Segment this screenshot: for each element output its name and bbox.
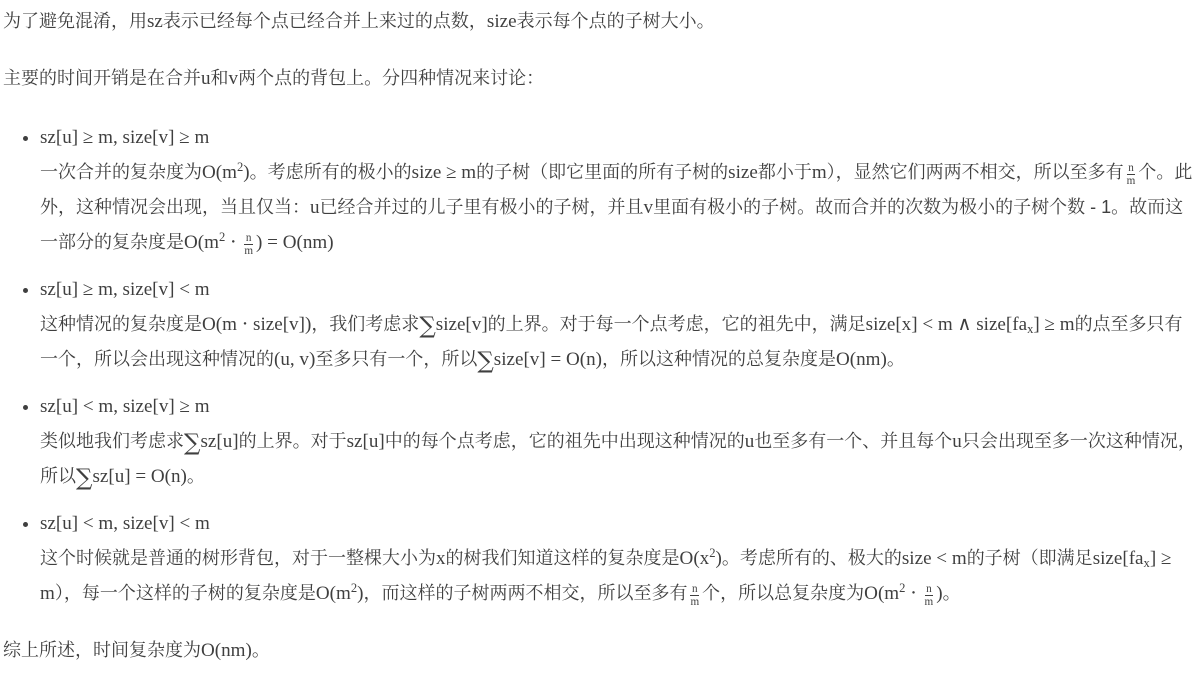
math-run: O(m ⋅ size[v]) (202, 314, 312, 335)
math-run: x (436, 548, 446, 569)
math-run: u (310, 197, 320, 218)
math-run: size (486, 11, 517, 32)
math-run: sz[u] ≥ m, size[v] < m (40, 279, 210, 300)
fraction-denominator: m (1126, 175, 1136, 188)
text-run: 表示已经每个点已经合并上来过的点数， (162, 11, 487, 31)
math-superscript: 2 (709, 546, 716, 561)
math-superscript: 2 (899, 581, 906, 596)
math-run: ) (357, 583, 364, 604)
math-run: ] ≥ m (40, 548, 1172, 604)
math-run: v (228, 68, 239, 89)
case-2-condition (40, 272, 1199, 307)
text-run: 的树我们知道这样的复杂度是 (445, 548, 680, 568)
math-run: sz[u] = O(n) (92, 466, 187, 487)
case-1-analysis (40, 155, 1199, 260)
math-run: sz[u] < m, size[v] ≥ m (40, 396, 210, 417)
text-run: 个，所以总复杂度为 (702, 583, 865, 603)
sum-symbol: ∑ (419, 312, 436, 339)
math-run: ) (936, 583, 943, 604)
math-run: O(m (184, 232, 219, 253)
text-run: 表示每个点的子树大小。 (516, 11, 715, 31)
text-run: 至多只有一个，所以 (315, 349, 478, 369)
sum-symbol: ∑ (76, 464, 93, 491)
text-run: 。 (186, 466, 205, 486)
math-run: u (952, 431, 962, 452)
math-superscript: 2 (218, 230, 226, 245)
text-run: 综上所述，时间复杂度为 (3, 640, 201, 660)
math-run: u (201, 68, 211, 89)
text-run: ），显然它们两两不相交，所以至多有 (826, 162, 1124, 182)
text-run: 和 (210, 68, 229, 88)
math-fraction (1124, 162, 1139, 187)
case-3-condition (40, 389, 1199, 424)
text-run: 。 (886, 349, 905, 369)
math-run: size ≥ m (411, 162, 477, 183)
text-run: 。 (942, 583, 961, 603)
sum-symbol: ∑ (184, 429, 201, 456)
case-3-analysis (40, 424, 1199, 494)
math-run: ⋅ (905, 583, 922, 604)
text-run: 都小于 (757, 162, 812, 182)
text-run: 中的每个点考虑，它的祖先中出现这种情况的 (384, 431, 745, 451)
math-run: ) = O(nm) (256, 232, 334, 253)
math-run: sz[u] ≥ m, size[v] ≥ m (40, 127, 210, 148)
text-run: 也至多有一个、并且每个 (754, 431, 953, 451)
paragraph-intro (3, 6, 1199, 37)
math-run: sz (147, 11, 163, 32)
text-run: 的子树（即它里面的所有子树的 (476, 162, 729, 182)
math-run: O(nm) (836, 349, 887, 370)
math-run: size < m (901, 548, 967, 569)
sum-symbol: ∑ (477, 347, 494, 374)
text-run: 的上界。对于每一个点考虑，它的祖先中，满足 (487, 314, 866, 334)
math-run: size[v] = O(n) (493, 349, 603, 370)
text-run: ，而这样的子树两两不相交，所以至多有 (363, 583, 688, 603)
math-fraction (241, 232, 256, 257)
paragraph-conclusion (3, 635, 1199, 666)
text-run: 的上界。对于 (238, 431, 347, 451)
text-run: 为了避免混淆，用 (3, 11, 147, 31)
text-run: 主要的时间开销是在合并 (3, 68, 201, 88)
math-run: sz[u] (200, 431, 239, 452)
math-fraction (687, 583, 702, 608)
math-run: ) (243, 162, 250, 183)
case-item-1 (40, 120, 1199, 260)
text-run: ），每一个这样的子树的复杂度是 (54, 583, 316, 603)
text-run: 的点至多只有一个，所以会出现这种情况的 (40, 314, 1183, 369)
text-run: 两个点的背包上。分四种情况来讨论： (238, 68, 545, 88)
fraction-denominator: m (924, 596, 934, 609)
fraction-numerator: n (245, 232, 252, 245)
math-run: size[fa (1092, 548, 1144, 569)
math-run: O(m (202, 162, 237, 183)
text-run: 类似地我们考虑求 (40, 431, 184, 451)
math-run: (u, v) (274, 349, 316, 370)
text-run: 。 (251, 640, 270, 660)
case-item-2 (40, 272, 1199, 377)
math-run: size[v] (435, 314, 488, 335)
math-subscript: x (1027, 322, 1034, 337)
math-run: ] ≥ m (1033, 314, 1075, 335)
text-run: 已经合并过的儿子里有极小的子树，并且 (319, 197, 644, 217)
text-run: 这个时候就是普通的树形背包，对于一整棵大小为 (40, 548, 436, 568)
text-run: ，我们考虑求 (311, 314, 420, 334)
math-run: O(nm) (201, 640, 252, 661)
math-run: m (811, 162, 827, 183)
case-1-condition (40, 120, 1199, 155)
text-run: 这种情况的复杂度是 (40, 314, 202, 334)
math-run: v (643, 197, 654, 218)
fraction-numerator: n (1128, 162, 1134, 175)
math-fraction (922, 583, 937, 608)
math-run: u (744, 431, 755, 452)
paragraph-cases-lead (3, 63, 1199, 94)
math-run: size (728, 162, 758, 183)
text-run: 。考虑所有的、极大的 (721, 548, 902, 568)
case-list (3, 120, 1199, 611)
case-2-analysis (40, 307, 1199, 377)
math-run: sz[u] < m, size[v] < m (40, 513, 210, 534)
text-run: 的子树（即满足 (966, 548, 1093, 568)
fraction-denominator: m (690, 596, 700, 609)
case-4-condition (40, 506, 1199, 541)
math-run: O(m (864, 583, 900, 604)
math-run: O(m (315, 583, 351, 604)
math-run: ) (715, 548, 722, 569)
math-run: sz[u] (346, 431, 385, 452)
fraction-numerator: n (692, 583, 698, 596)
math-run: O(x (679, 548, 710, 569)
fraction-numerator: n (926, 583, 932, 596)
case-4-analysis (40, 541, 1199, 611)
fraction-denominator: m (244, 245, 254, 258)
math-superscript: 2 (350, 581, 358, 596)
math-run: ⋅ (225, 232, 242, 253)
text-run: 。考虑所有的极小的 (249, 162, 412, 182)
case-item-4 (40, 506, 1199, 611)
text-run: ，所以这种情况的总复杂度是 (602, 349, 837, 369)
text-run: 只会出现至多一次这种情况，所以 (40, 431, 1196, 486)
math-run: size[x] < m ∧ size[fa (865, 314, 1028, 335)
text-run: 里面有极小的子树。故而合并的次数为极小的子树个数 - 1。故而这一部分的复杂度是 (40, 197, 1184, 252)
case-item-3 (40, 389, 1199, 494)
text-run: 一次合并的复杂度为 (40, 162, 202, 182)
math-subscript: x (1143, 556, 1150, 571)
math-superscript: 2 (236, 160, 244, 175)
text-run: 个。此外，这种情况会出现，当且仅当： (40, 162, 1193, 217)
